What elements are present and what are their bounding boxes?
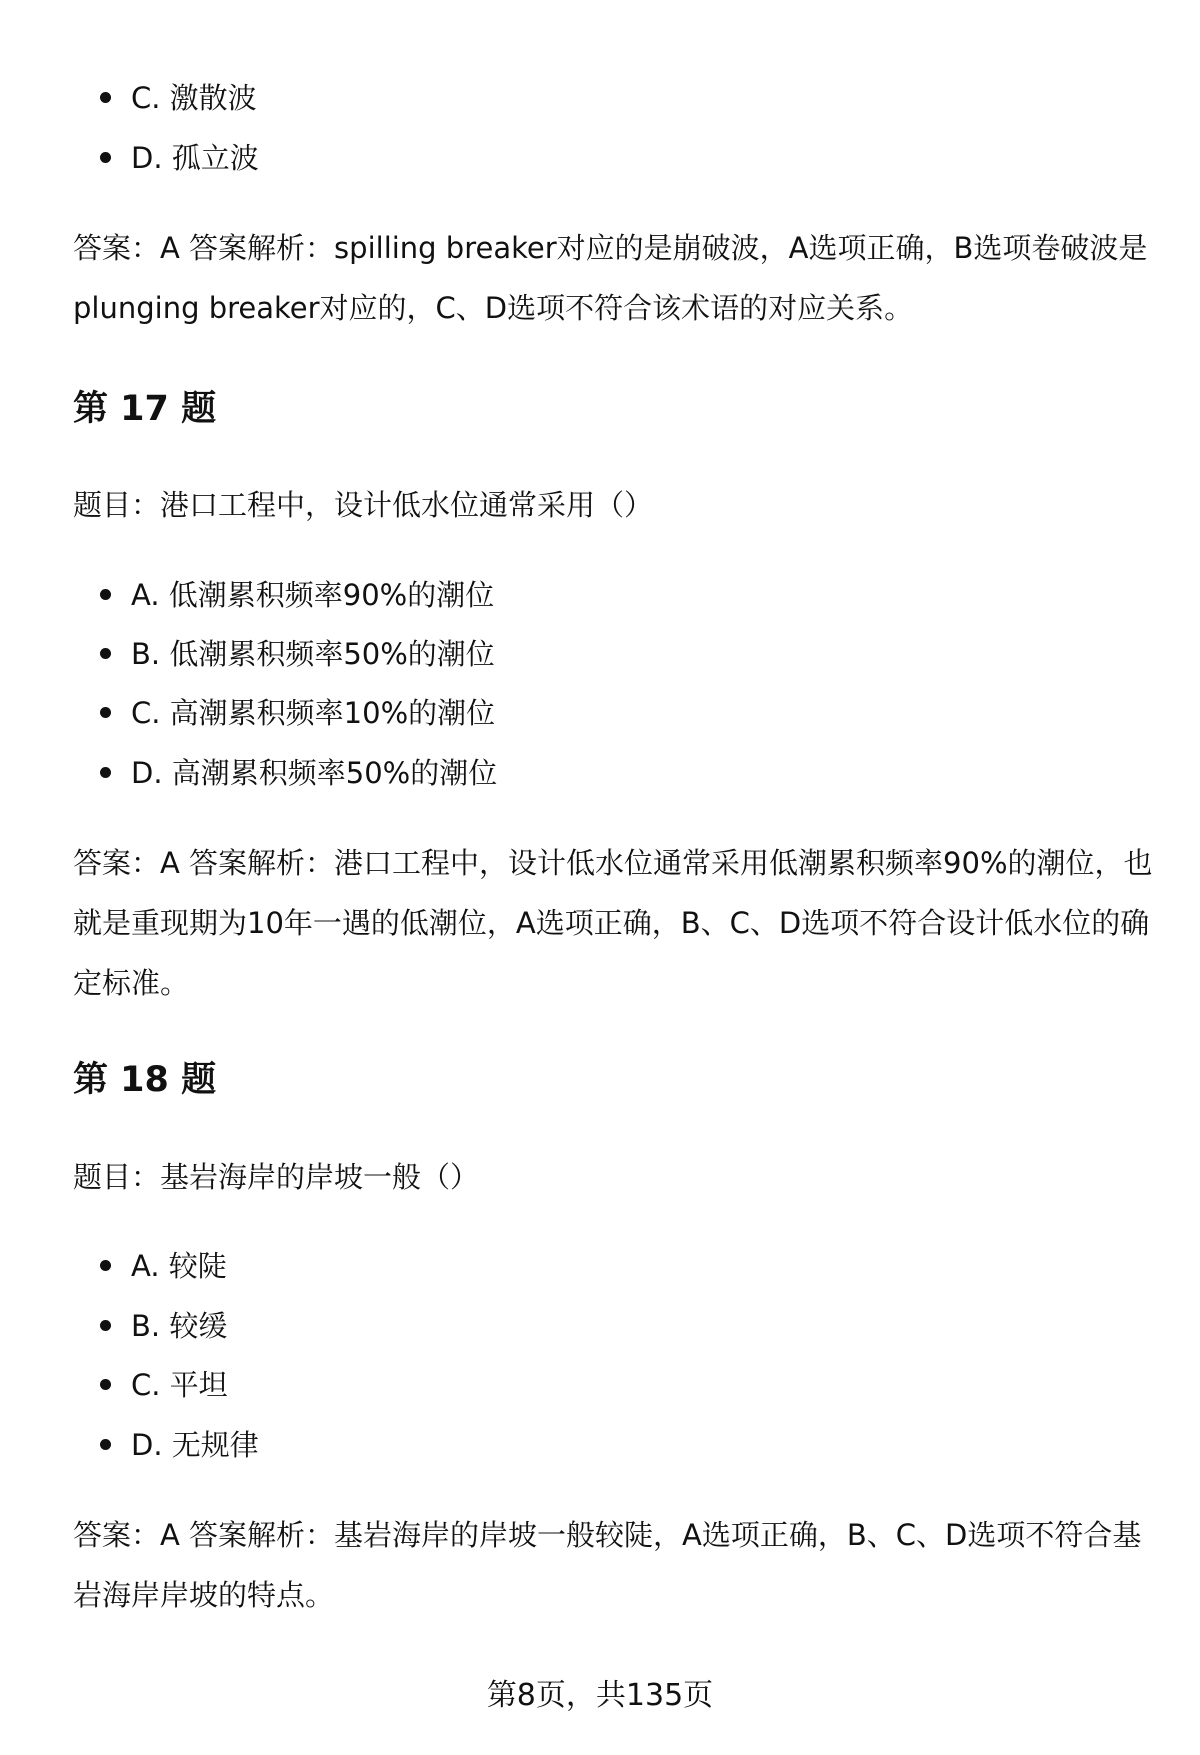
option-item <box>100 1246 227 1286</box>
question-heading: 第 18 题 <box>73 1060 217 1100</box>
page-number: 第8页，共135页 <box>486 1678 714 1713</box>
answer-explanation: 答案：A 答案解析：基岩海岸的岸坡一般较陡，A选项正确，B、C、D选项不符合基岩海岸岸坡的特点。 <box>73 1518 1142 1612</box>
option-text: D. 高潮累积频率50%的潮位 <box>131 756 498 790</box>
option-text: C. 激散波 <box>131 81 257 115</box>
option-text: B. 低潮累积频率50%的潮位 <box>131 637 495 671</box>
option-item <box>100 1365 228 1405</box>
bullet-icon <box>100 1260 111 1271</box>
option-text: B. 较缓 <box>131 1309 228 1343</box>
option-text: D. 孤立波 <box>131 141 259 175</box>
question-text: 题目：基岩海岸的岸坡一般（） <box>73 1160 480 1194</box>
option-item <box>100 1306 227 1346</box>
bullet-icon <box>100 648 111 659</box>
bullet-icon <box>100 1320 111 1331</box>
bullet-icon <box>100 707 111 718</box>
option-text: A. 低潮累积频率90%的潮位 <box>131 578 495 612</box>
bullet-icon <box>100 152 111 163</box>
option-text: C. 平坦 <box>131 1368 228 1402</box>
option-item <box>100 753 497 793</box>
option-item <box>100 1425 259 1465</box>
bullet-icon <box>100 1379 111 1390</box>
option-text: C. 高潮累积频率10%的潮位 <box>131 696 496 730</box>
option-item <box>100 78 257 118</box>
option-item <box>100 138 259 178</box>
answer-explanation: 答案：A 答案解析：spilling breaker对应的是崩破波，A选项正确，B选项卷破波是plunging breaker对应的，C、D选项不符合该术语的对应关系。 <box>73 231 1148 325</box>
bullet-icon <box>100 767 111 778</box>
answer-explanation: 答案：A 答案解析：港口工程中，设计低水位通常采用低潮累积频率90%的潮位，也就是重现期为10年一遇的低潮位，A选项正确，B、C、D选项不符合设计低水位的确定标准。 <box>73 846 1153 1000</box>
option-text: A. 较陡 <box>131 1249 227 1283</box>
option-item <box>100 693 495 733</box>
bullet-icon <box>100 92 111 103</box>
question-heading: 第 17 题 <box>73 389 217 429</box>
question-text: 题目：港口工程中，设计低水位通常采用（） <box>73 488 654 522</box>
option-item <box>100 634 495 674</box>
bullet-icon <box>100 1439 111 1450</box>
bullet-icon <box>100 589 111 600</box>
option-text: D. 无规律 <box>131 1428 259 1462</box>
option-item <box>100 575 494 615</box>
